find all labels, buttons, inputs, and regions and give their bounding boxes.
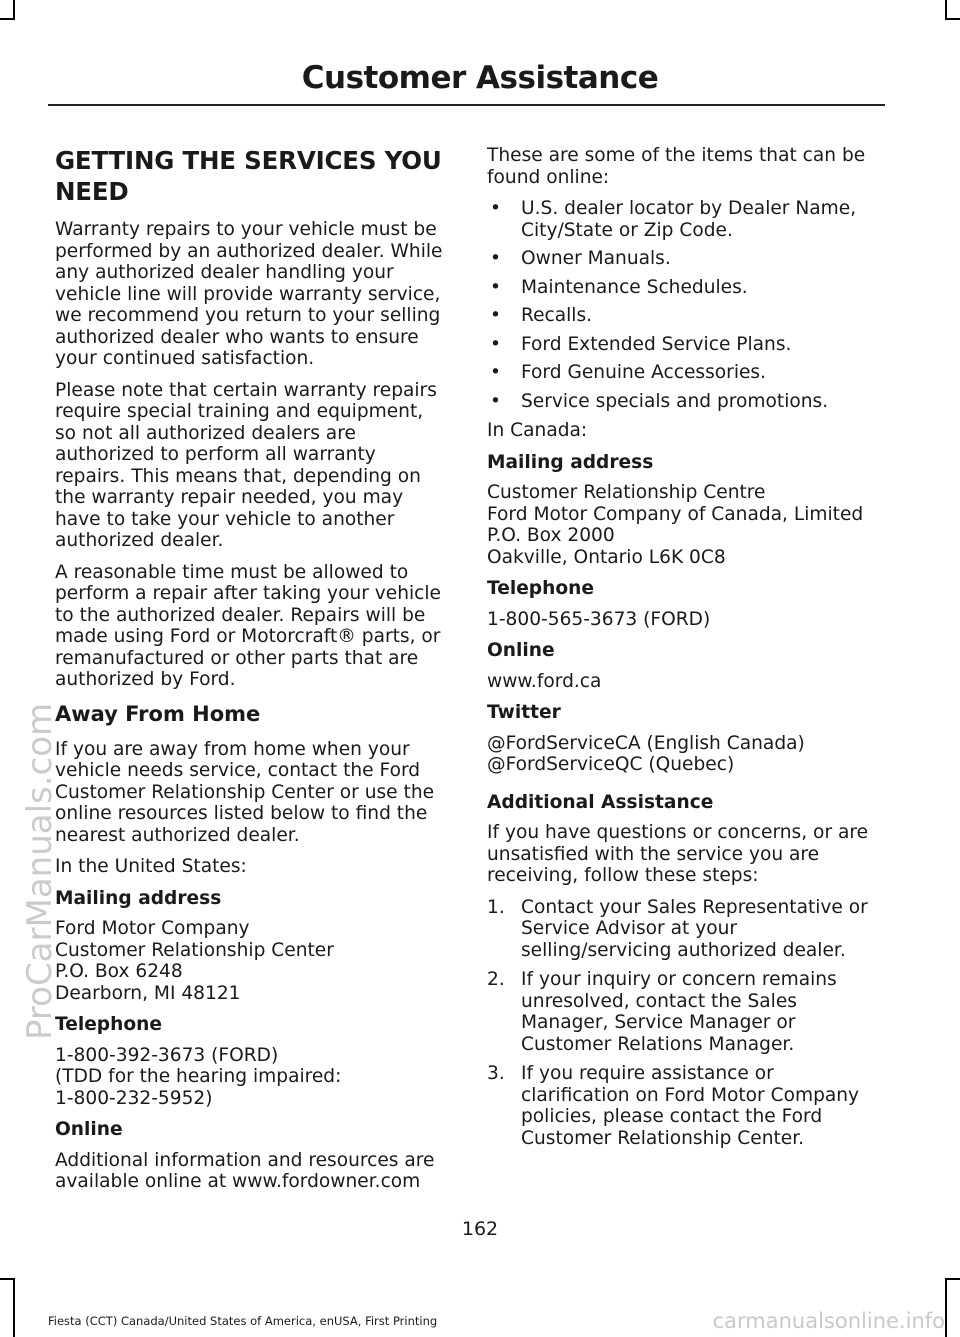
address-line: Customer Relationship Center (55, 939, 334, 961)
telephone-line: 1-800-232-5952) (55, 1087, 213, 1109)
step-number: 3. (487, 1063, 505, 1084)
right-column (487, 145, 885, 1157)
step-item (487, 969, 885, 1055)
list-item: • Ford Extended Service Plans. (487, 334, 885, 356)
list-item: • Owner Manuals. (487, 248, 885, 270)
page-number: 162 (461, 1218, 499, 1240)
telephone-label: Telephone (487, 578, 594, 599)
twitter-handle: @FordServiceCA (English Canada) (487, 732, 805, 754)
address-line: Ford Motor Company of Canada, Limited (487, 503, 864, 525)
step-text: If your inquiry or concern remains unresolved, contact the Sales Manager, Service Manager or Customer Relations Manager. (521, 969, 837, 1055)
steps-list (487, 897, 885, 1150)
crop-mark (945, 1278, 947, 1337)
left-column (55, 145, 450, 1203)
step-item (487, 897, 885, 962)
list-item: • Maintenance Schedules. (487, 277, 885, 299)
online-label: Online (487, 640, 555, 661)
address-line: Customer Relationship Centre (487, 482, 766, 503)
header-divider (48, 104, 885, 106)
telephone-number: 1-800-565-3673 (FORD) (487, 608, 711, 630)
telephone-line: (TDD for the hearing impaired: (55, 1066, 342, 1087)
step-text: If you require assistance or clarification on Ford Motor Company policies, please contact the Ford Customer Relationship Center. (521, 1063, 860, 1149)
section-heading: GETTING THE SERVICES YOU NEED (55, 146, 442, 206)
twitter-handle: @FordServiceQC (Quebec) (487, 754, 735, 775)
telephone-label: Telephone (55, 1014, 162, 1035)
online-items-list (487, 198, 885, 412)
paragraph: In Canada: (487, 420, 588, 441)
crop-mark (13, 0, 15, 20)
page-title: Customer Assistance (301, 60, 659, 96)
paragraph: If you are away from home when your vehicle needs service, contact the Ford Customer Relationship Center or use the online resources listed below to find the nearest authorized dealer. (55, 738, 435, 846)
crop-mark (945, 0, 947, 20)
twitter-handles (487, 733, 885, 776)
address-line: Ford Motor Company (55, 918, 250, 939)
address-line: Oakville, Ontario L6K 0C8 (487, 546, 726, 568)
paragraph: These are some of the items that can be found online: (487, 145, 866, 188)
site-watermark: carmanualsonline.info (712, 1309, 945, 1333)
online-label: Online (55, 1119, 123, 1140)
crop-mark (945, 1278, 960, 1280)
address-line: P.O. Box 6248 (55, 961, 183, 982)
watermark: ProCarManuals.com (20, 702, 60, 1040)
address-line: Dearborn, MI 48121 (55, 982, 241, 1004)
mailing-label: Mailing address (55, 887, 222, 909)
crop-mark (945, 18, 960, 20)
crop-mark (0, 18, 15, 20)
footer-text: Fiesta (CCT) Canada/United States of America, enUSA, First Printing (48, 1314, 438, 1328)
paragraph: If you have questions or concerns, or are unsatisfied with the service you are receiving, follow these steps: (487, 822, 869, 886)
paragraph: In the United States: (55, 856, 247, 877)
list-item: • Recalls. (487, 305, 885, 327)
address-line: P.O. Box 2000 (487, 525, 615, 546)
mailing-label: Mailing address (487, 451, 654, 473)
crop-mark (0, 1278, 15, 1280)
subsection-heading: Away From Home (55, 701, 261, 726)
step-number: 1. (487, 896, 505, 918)
step-number: 2. (487, 969, 505, 990)
additional-assistance-label: Additional Assistance (487, 791, 714, 813)
list-item: • U.S. dealer locator by Dealer Name, City/State or Zip Code. (487, 198, 885, 241)
step-item (487, 1063, 885, 1149)
mailing-address (55, 918, 450, 1004)
crop-mark (13, 1278, 15, 1337)
step-text: Contact your Sales Representative or Service Advisor at your selling/servicing authorized dealer. (521, 896, 868, 961)
telephone-info (55, 1045, 450, 1110)
paragraph: Please note that certain warranty repairs require special training and equipment, so not all authorized dealers are authorized to perform all warranty repairs. This means that, depending on the warranty repair needed, you may have to take your vehicle to another authorized dealer. (55, 379, 437, 551)
list-item: • Service specials and promotions. (487, 391, 885, 413)
list-item: • Ford Genuine Accessories. (487, 362, 885, 384)
online-text: Additional information and resources are available online at www.fordowner.com (55, 1149, 435, 1192)
mailing-address (487, 482, 885, 568)
twitter-label: Twitter (487, 702, 561, 723)
paragraph: Warranty repairs to your vehicle must be performed by an authorized dealer. While any authorized dealer handling your vehicle line will provide warranty service, we recommend you return to your selling authorized dealer who wants to ensure your continued satisfaction. (55, 219, 443, 369)
paragraph: A reasonable time must be allowed to perform a repair after taking your vehicle to the authorized dealer. Repairs will be made using Ford or Motorcraft® parts, or remanufactured or other parts that are authorized by Ford. (55, 561, 442, 690)
website: www.ford.ca (487, 670, 602, 692)
telephone-line: 1-800-392-3673 (FORD) (55, 1044, 279, 1066)
